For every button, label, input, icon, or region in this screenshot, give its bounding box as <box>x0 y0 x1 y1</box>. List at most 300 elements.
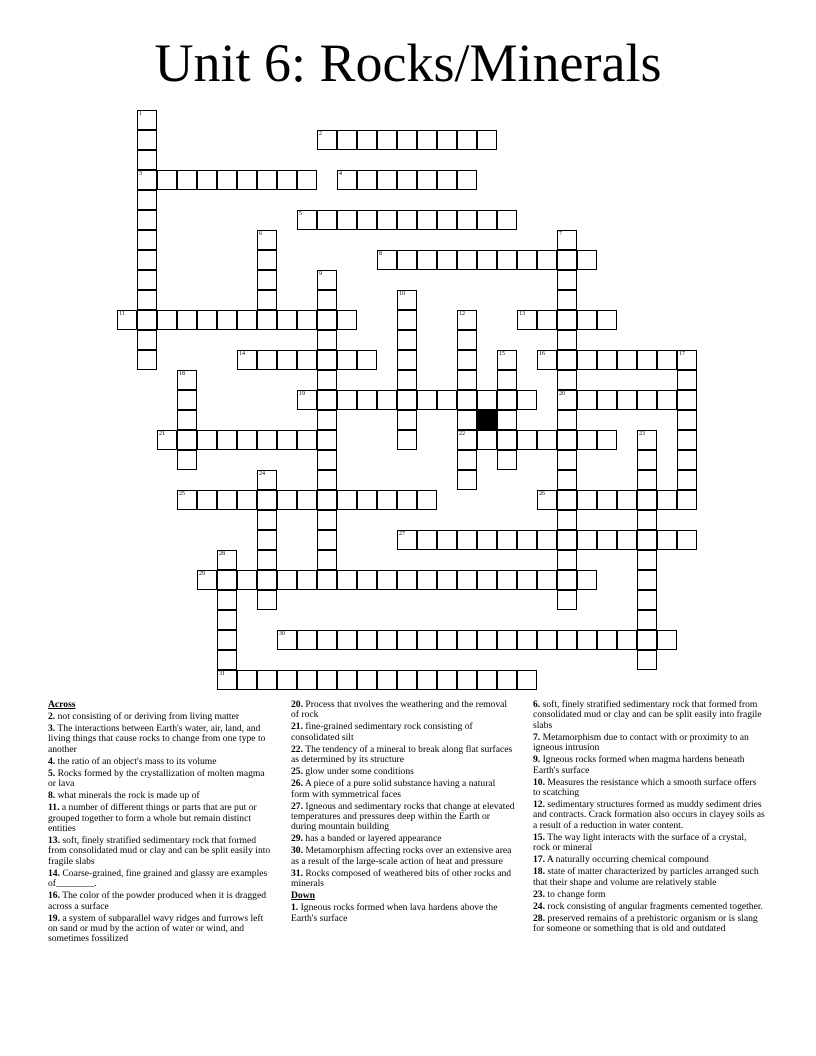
grid-cell[interactable] <box>257 250 277 270</box>
grid-cell[interactable] <box>637 390 657 410</box>
grid-cell[interactable] <box>517 390 537 410</box>
grid-cell[interactable] <box>457 670 477 690</box>
clue-number: 4 <box>339 171 342 177</box>
grid-cell[interactable] <box>317 310 337 330</box>
grid-cell[interactable] <box>317 210 337 230</box>
grid-cell[interactable] <box>557 450 577 470</box>
grid-cell[interactable] <box>677 410 697 430</box>
grid-cell[interactable] <box>457 630 477 650</box>
grid-cell[interactable] <box>197 570 217 590</box>
grid-cell[interactable] <box>317 290 337 310</box>
grid-cell[interactable] <box>457 130 477 150</box>
grid-cell[interactable] <box>277 630 297 650</box>
grid-cell[interactable] <box>317 130 337 150</box>
grid-cell[interactable] <box>297 570 317 590</box>
grid-cell[interactable] <box>277 310 297 330</box>
grid-cell[interactable] <box>477 210 497 230</box>
grid-cell[interactable] <box>397 370 417 390</box>
grid-cell[interactable] <box>257 230 277 250</box>
grid-cell[interactable] <box>217 650 237 670</box>
grid-cell[interactable] <box>437 130 457 150</box>
grid-cell[interactable] <box>197 490 217 510</box>
grid-cell[interactable] <box>497 670 517 690</box>
grid-cell[interactable] <box>317 430 337 450</box>
grid-cell[interactable] <box>317 350 337 370</box>
grid-cell[interactable] <box>457 310 477 330</box>
grid-cell[interactable] <box>277 350 297 370</box>
grid-cell[interactable] <box>217 630 237 650</box>
grid-cell[interactable] <box>337 670 357 690</box>
grid-cell[interactable] <box>357 350 377 370</box>
grid-cell[interactable] <box>557 290 577 310</box>
grid-cell[interactable] <box>117 310 137 330</box>
grid-cell[interactable] <box>397 290 417 310</box>
grid-cell[interactable] <box>377 670 397 690</box>
grid-cell[interactable] <box>637 350 657 370</box>
grid-cell[interactable] <box>677 430 697 450</box>
grid-cell[interactable] <box>577 630 597 650</box>
grid-cell[interactable] <box>397 170 417 190</box>
grid-cell[interactable] <box>397 410 417 430</box>
grid-cell[interactable] <box>297 390 317 410</box>
grid-cell[interactable] <box>217 310 237 330</box>
clue-number: 31 <box>219 671 225 677</box>
grid-cell[interactable] <box>577 570 597 590</box>
grid-cell[interactable] <box>137 170 157 190</box>
grid-cell[interactable] <box>397 430 417 450</box>
grid-cell[interactable] <box>637 590 657 610</box>
grid-cell[interactable] <box>317 510 337 530</box>
grid-cell[interactable] <box>257 570 277 590</box>
grid-cell[interactable] <box>497 530 517 550</box>
grid-cell[interactable] <box>397 490 417 510</box>
grid-cell[interactable] <box>277 490 297 510</box>
grid-cell[interactable] <box>317 630 337 650</box>
grid-cell[interactable] <box>477 390 497 410</box>
grid-cell[interactable] <box>417 570 437 590</box>
grid-cell[interactable] <box>637 530 657 550</box>
grid-cell[interactable] <box>457 410 477 430</box>
grid-cell[interactable] <box>437 250 457 270</box>
grid-cell[interactable] <box>257 270 277 290</box>
grid-cell[interactable] <box>477 670 497 690</box>
grid-cell[interactable] <box>457 390 477 410</box>
grid-cell[interactable] <box>137 150 157 170</box>
grid-cell[interactable] <box>497 450 517 470</box>
grid-cell[interactable] <box>177 490 197 510</box>
grid-cell[interactable] <box>317 410 337 430</box>
grid-cell[interactable] <box>417 210 437 230</box>
grid-cell[interactable] <box>557 470 577 490</box>
grid-cell[interactable] <box>157 170 177 190</box>
grid-cell[interactable] <box>517 430 537 450</box>
grid-cell[interactable] <box>497 430 517 450</box>
grid-cell[interactable] <box>557 430 577 450</box>
grid-cell[interactable] <box>137 110 157 130</box>
grid-cell[interactable] <box>457 210 477 230</box>
grid-cell[interactable] <box>637 610 657 630</box>
grid-cell[interactable] <box>497 410 517 430</box>
grid-cell[interactable] <box>237 170 257 190</box>
grid-cell[interactable] <box>617 350 637 370</box>
grid-cell[interactable] <box>577 390 597 410</box>
grid-cell[interactable] <box>257 290 277 310</box>
grid-cell[interactable] <box>417 390 437 410</box>
grid-cell[interactable] <box>637 490 657 510</box>
grid-cell[interactable] <box>657 350 677 370</box>
grid-cell[interactable] <box>257 550 277 570</box>
grid-cell[interactable] <box>657 630 677 650</box>
grid-cell[interactable] <box>217 490 237 510</box>
grid-cell[interactable] <box>377 170 397 190</box>
grid-cell[interactable] <box>517 670 537 690</box>
grid-cell[interactable] <box>637 510 657 530</box>
grid-cell[interactable] <box>617 630 637 650</box>
grid-cell[interactable] <box>337 630 357 650</box>
grid-cell[interactable] <box>577 250 597 270</box>
grid-cell[interactable] <box>457 170 477 190</box>
grid-cell[interactable] <box>197 310 217 330</box>
grid-cell[interactable] <box>237 430 257 450</box>
grid-cell[interactable] <box>257 310 277 330</box>
grid-cell[interactable] <box>337 390 357 410</box>
grid-cell[interactable] <box>157 310 177 330</box>
grid-cell[interactable] <box>557 530 577 550</box>
grid-cell[interactable] <box>317 570 337 590</box>
grid-cell[interactable] <box>357 630 377 650</box>
grid-cell[interactable] <box>397 310 417 330</box>
grid-cell[interactable] <box>137 210 157 230</box>
grid-cell[interactable] <box>317 490 337 510</box>
grid-cell[interactable] <box>637 430 657 450</box>
grid-cell[interactable] <box>257 470 277 490</box>
grid-cell[interactable] <box>397 350 417 370</box>
grid-cell[interactable] <box>137 250 157 270</box>
grid-cell[interactable] <box>257 170 277 190</box>
grid-cell[interactable] <box>417 490 437 510</box>
grid-cell[interactable] <box>677 490 697 510</box>
grid-cell[interactable] <box>177 430 197 450</box>
grid-cell[interactable] <box>357 490 377 510</box>
grid-cell[interactable] <box>597 530 617 550</box>
grid-cell[interactable] <box>637 550 657 570</box>
grid-cell[interactable] <box>357 210 377 230</box>
grid-cell[interactable] <box>237 350 257 370</box>
grid-cell[interactable] <box>557 510 577 530</box>
grid-cell[interactable] <box>297 490 317 510</box>
grid-cell[interactable] <box>337 570 357 590</box>
grid-cell[interactable] <box>557 270 577 290</box>
grid-cell[interactable] <box>537 490 557 510</box>
grid-cell[interactable] <box>277 570 297 590</box>
grid-cell[interactable] <box>177 410 197 430</box>
grid-cell[interactable] <box>557 630 577 650</box>
grid-cell[interactable] <box>317 530 337 550</box>
grid-cell[interactable] <box>137 350 157 370</box>
grid-cell[interactable] <box>577 490 597 510</box>
grid-cell[interactable] <box>277 170 297 190</box>
grid-cell[interactable] <box>217 590 237 610</box>
grid-cell[interactable] <box>457 570 477 590</box>
grid-cell[interactable] <box>437 390 457 410</box>
grid-cell[interactable] <box>337 130 357 150</box>
grid-cell[interactable] <box>357 130 377 150</box>
grid-cell[interactable] <box>197 170 217 190</box>
grid-cell[interactable] <box>357 570 377 590</box>
grid-cell[interactable] <box>437 530 457 550</box>
grid-cell[interactable] <box>457 530 477 550</box>
grid-cell[interactable] <box>317 470 337 490</box>
grid-cell[interactable] <box>317 390 337 410</box>
grid-cell[interactable] <box>177 450 197 470</box>
grid-cell[interactable] <box>377 630 397 650</box>
grid-cell[interactable] <box>557 230 577 250</box>
grid-cell[interactable] <box>137 130 157 150</box>
grid-cell[interactable] <box>557 490 577 510</box>
grid-cell[interactable] <box>137 330 157 350</box>
grid-cell[interactable] <box>457 330 477 350</box>
grid-cell[interactable] <box>377 390 397 410</box>
grid-cell[interactable] <box>497 630 517 650</box>
grid-cell[interactable] <box>557 250 577 270</box>
grid-cell[interactable] <box>257 350 277 370</box>
grid-cell[interactable] <box>397 570 417 590</box>
grid-cell[interactable] <box>437 570 457 590</box>
grid-cell[interactable] <box>337 170 357 190</box>
grid-cell[interactable] <box>217 570 237 590</box>
clue-number: 8 <box>379 251 382 257</box>
grid-cell[interactable] <box>397 250 417 270</box>
grid-cell[interactable] <box>137 290 157 310</box>
grid-cell[interactable] <box>377 250 397 270</box>
grid-cell[interactable] <box>537 630 557 650</box>
grid-cell[interactable] <box>217 610 237 630</box>
grid-cell[interactable] <box>497 390 517 410</box>
grid-cell[interactable] <box>677 350 697 370</box>
grid-cell[interactable] <box>557 350 577 370</box>
black-cell <box>477 410 497 430</box>
grid-cell[interactable] <box>297 630 317 650</box>
grid-cell[interactable] <box>237 310 257 330</box>
grid-cell[interactable] <box>357 670 377 690</box>
grid-cell[interactable] <box>417 630 437 650</box>
grid-cell[interactable] <box>657 530 677 550</box>
grid-cell[interactable] <box>177 390 197 410</box>
clue-number: 1. <box>291 902 299 914</box>
grid-cell[interactable] <box>297 170 317 190</box>
grid-cell[interactable] <box>217 430 237 450</box>
grid-cell[interactable] <box>417 170 437 190</box>
grid-cell[interactable] <box>477 530 497 550</box>
grid-cell[interactable] <box>557 330 577 350</box>
grid-cell[interactable] <box>237 670 257 690</box>
grid-cell[interactable] <box>477 570 497 590</box>
grid-cell[interactable] <box>457 450 477 470</box>
grid-cell[interactable] <box>597 490 617 510</box>
grid-cell[interactable] <box>497 570 517 590</box>
grid-cell[interactable] <box>397 330 417 350</box>
grid-cell[interactable] <box>557 370 577 390</box>
grid-cell[interactable] <box>297 210 317 230</box>
grid-cell[interactable] <box>177 170 197 190</box>
grid-cell[interactable] <box>137 310 157 330</box>
grid-cell[interactable] <box>457 350 477 370</box>
grid-cell[interactable] <box>497 210 517 230</box>
grid-cell[interactable] <box>657 390 677 410</box>
grid-cell[interactable] <box>317 450 337 470</box>
grid-cell[interactable] <box>677 370 697 390</box>
grid-cell[interactable] <box>137 270 157 290</box>
grid-cell[interactable] <box>217 170 237 190</box>
grid-cell[interactable] <box>257 430 277 450</box>
grid-cell[interactable] <box>597 430 617 450</box>
grid-cell[interactable] <box>537 310 557 330</box>
grid-cell[interactable] <box>577 430 597 450</box>
grid-cell[interactable] <box>237 570 257 590</box>
grid-cell[interactable] <box>537 250 557 270</box>
grid-cell[interactable] <box>317 330 337 350</box>
grid-cell[interactable] <box>417 670 437 690</box>
grid-cell[interactable] <box>257 530 277 550</box>
grid-cell[interactable] <box>637 470 657 490</box>
grid-cell[interactable] <box>497 250 517 270</box>
grid-cell[interactable] <box>397 670 417 690</box>
grid-cell[interactable] <box>537 430 557 450</box>
grid-cell[interactable] <box>177 370 197 390</box>
grid-cell[interactable] <box>477 630 497 650</box>
grid-cell[interactable] <box>617 390 637 410</box>
grid-cell[interactable] <box>277 430 297 450</box>
grid-cell[interactable] <box>457 470 477 490</box>
grid-cell[interactable] <box>437 630 457 650</box>
grid-cell[interactable] <box>357 390 377 410</box>
grid-cell[interactable] <box>157 430 177 450</box>
grid-cell[interactable] <box>617 490 637 510</box>
grid-cell[interactable] <box>297 310 317 330</box>
grid-cell[interactable] <box>257 590 277 610</box>
clue-number: 7. <box>533 731 541 743</box>
grid-cell[interactable] <box>417 530 437 550</box>
grid-cell[interactable] <box>537 570 557 590</box>
grid-cell[interactable] <box>237 490 257 510</box>
grid-cell[interactable] <box>637 450 657 470</box>
grid-cell[interactable] <box>557 390 577 410</box>
grid-cell[interactable] <box>537 350 557 370</box>
grid-cell[interactable] <box>497 350 517 370</box>
grid-cell[interactable] <box>597 310 617 330</box>
clue <box>533 778 765 799</box>
grid-cell[interactable] <box>397 210 417 230</box>
grid-cell[interactable] <box>357 170 377 190</box>
grid-cell[interactable] <box>437 170 457 190</box>
grid-cell[interactable] <box>317 370 337 390</box>
grid-cell[interactable] <box>437 670 457 690</box>
grid-cell[interactable] <box>637 630 657 650</box>
grid-cell[interactable] <box>537 530 557 550</box>
grid-cell[interactable] <box>377 570 397 590</box>
grid-cell[interactable] <box>297 670 317 690</box>
grid-cell[interactable] <box>177 310 197 330</box>
grid-cell[interactable] <box>477 130 497 150</box>
grid-cell[interactable] <box>137 230 157 250</box>
grid-cell[interactable] <box>597 350 617 370</box>
grid-cell[interactable] <box>477 250 497 270</box>
grid-cell[interactable] <box>397 530 417 550</box>
grid-cell[interactable] <box>637 650 657 670</box>
grid-cell[interactable] <box>317 270 337 290</box>
grid-cell[interactable] <box>457 250 477 270</box>
grid-cell[interactable] <box>497 370 517 390</box>
grid-cell[interactable] <box>277 670 297 690</box>
grid-cell[interactable] <box>317 550 337 570</box>
grid-cell[interactable] <box>457 430 477 450</box>
grid-cell[interactable] <box>417 250 437 270</box>
grid-cell[interactable] <box>337 350 357 370</box>
grid-cell[interactable] <box>557 570 577 590</box>
grid-cell[interactable] <box>637 570 657 590</box>
grid-cell[interactable] <box>337 490 357 510</box>
grid-cell[interactable] <box>217 670 237 690</box>
grid-cell[interactable] <box>597 390 617 410</box>
grid-cell[interactable] <box>517 530 537 550</box>
grid-cell[interactable] <box>577 530 597 550</box>
clue <box>291 745 515 766</box>
grid-cell[interactable] <box>197 430 217 450</box>
grid-cell[interactable] <box>577 310 597 330</box>
grid-cell[interactable] <box>617 530 637 550</box>
grid-cell[interactable] <box>677 470 697 490</box>
clue <box>291 834 515 844</box>
grid-cell[interactable] <box>397 130 417 150</box>
grid-cell[interactable] <box>677 450 697 470</box>
grid-cell[interactable] <box>337 210 357 230</box>
grid-cell[interactable] <box>677 530 697 550</box>
grid-cell[interactable] <box>557 590 577 610</box>
grid-cell[interactable] <box>297 430 317 450</box>
grid-cell[interactable] <box>657 490 677 510</box>
grid-cell[interactable] <box>217 550 237 570</box>
grid-cell[interactable] <box>477 430 497 450</box>
grid-cell[interactable] <box>517 570 537 590</box>
grid-cell[interactable] <box>137 190 157 210</box>
grid-cell[interactable] <box>517 310 537 330</box>
grid-cell[interactable] <box>557 310 577 330</box>
grid-cell[interactable] <box>297 350 317 370</box>
grid-cell[interactable] <box>257 490 277 510</box>
clue-number: 20 <box>559 391 565 397</box>
grid-cell[interactable] <box>677 390 697 410</box>
grid-cell[interactable] <box>517 630 537 650</box>
grid-cell[interactable] <box>257 670 277 690</box>
grid-cell[interactable] <box>257 510 277 530</box>
grid-cell[interactable] <box>317 670 337 690</box>
grid-cell[interactable] <box>517 250 537 270</box>
grid-cell[interactable] <box>597 630 617 650</box>
grid-cell[interactable] <box>377 130 397 150</box>
clue-number: 23. <box>533 888 545 900</box>
grid-cell[interactable] <box>397 630 417 650</box>
grid-cell[interactable] <box>417 130 437 150</box>
grid-cell[interactable] <box>397 390 417 410</box>
grid-cell[interactable] <box>437 210 457 230</box>
grid-cell[interactable] <box>557 550 577 570</box>
grid-cell[interactable] <box>457 370 477 390</box>
grid-cell[interactable] <box>577 350 597 370</box>
grid-cell[interactable] <box>557 410 577 430</box>
grid-cell[interactable] <box>377 490 397 510</box>
grid-cell[interactable] <box>377 210 397 230</box>
grid-cell[interactable] <box>337 310 357 330</box>
